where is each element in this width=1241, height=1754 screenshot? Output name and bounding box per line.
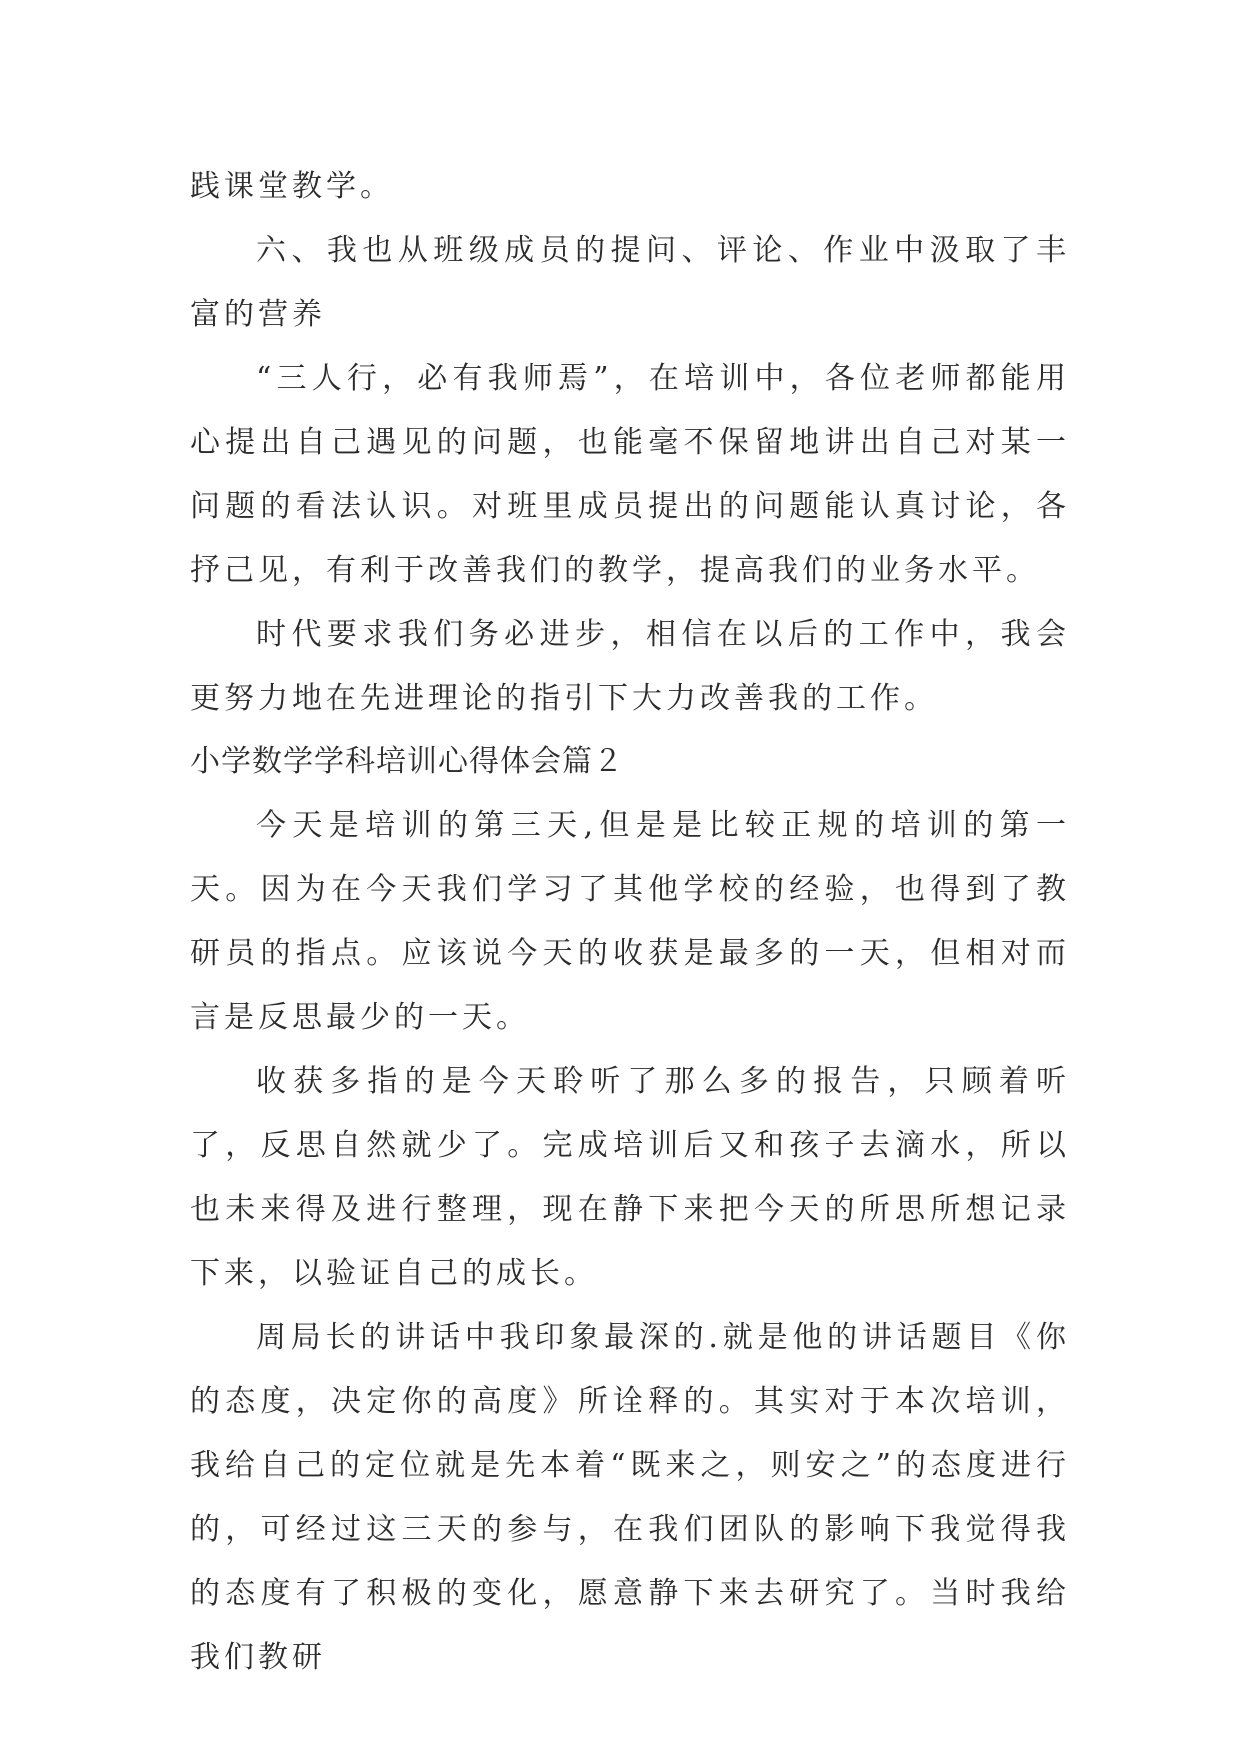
paragraph-third-day: 今天是培训的第三天,但是是比较正规的培训的第一天。因为在今天我们学习了其他学校的经验，也得到了教研员的指点。应该说今天的收获是最多的一天，但相对而言是反思最少的一天。	[190, 808, 1070, 1035]
continuation-paragraph: 践课堂教学。	[190, 169, 394, 204]
section-1	[190, 155, 1070, 731]
paragraph-era-progress: 时代要求我们务必进步，相信在以后的工作中，我会更努力地在先进理论的指引下大力改善我的工作。	[190, 617, 1070, 716]
paragraph-harvest: 收获多指的是今天聆听了那么多的报告，只顾着听了，反思自然就少了。完成培训后又和孩子去滴水，所以也未来得及进行整理，现在静下来把今天的所思所想记录下来，以验证自己的成长。	[190, 1064, 1070, 1291]
paragraph-three-people: “三人行，必有我师焉”，在培训中，各位老师都能用心提出自己遇见的问题，也能毫不保留地讲出自己对某一问题的看法认识。对班里成员提出的问题能认真讨论，各抒己见，有利于改善我们的教学，提高我们的业务水平。	[190, 361, 1070, 588]
paragraph-director-speech: 周局长的讲话中我印象最深的.就是他的讲话题目《你的态度，决定你的高度》所诠释的。其实对于本次培训，我给自己的定位就是先本着“既来之，则安之”的态度进行的，可经过这三天的参与，在我们团队的影响下我觉得我的态度有了积极的变化，愿意静下来去研究了。当时我给我们教研	[190, 1320, 1070, 1675]
paragraph-six-title: 六、我也从班级成员的提问、评论、作业中汲取了丰富的营养	[190, 233, 1070, 332]
section-heading: 小学数学学科培训心得体会篇２	[190, 744, 624, 779]
section-2	[190, 730, 1070, 1690]
